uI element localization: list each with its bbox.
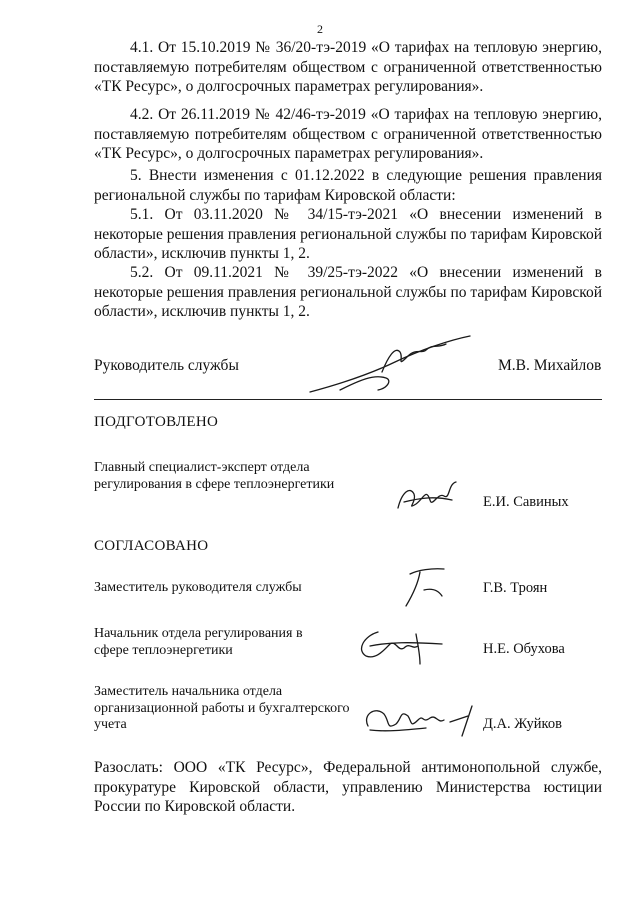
prepared-name: Е.И. Савиных <box>483 494 569 510</box>
prepared-role: Главный специалист-эксперт отдела регулирования в сфере теплоэнергетики <box>94 460 335 492</box>
zhuykov-signature-icon <box>356 696 480 742</box>
agreed-name-1: Г.В. Троян <box>483 580 548 596</box>
head-name: М.В. Михайлов <box>498 357 602 374</box>
agreed-role-3: Заместитель начальника отдела организационной работы и бухгалтерского учета <box>94 684 350 732</box>
page-number: 2 <box>317 22 323 36</box>
paragraph-5-1: 5.1. От 03.11.2020 № 34/15-тэ-2021 «О внесении изменений в некоторые решения правления региональной службы по тарифам Кировской области», исключив пункты 1, 2. <box>94 206 602 263</box>
distribution-list: Разослать: ООО «ТК Ресурс», Федеральной антимонопольной службе, прокуратуре Кировской области, управлению Министерства юстиции России по Кировской области. <box>94 759 602 816</box>
agreed-name-3: Д.А. Жуйков <box>483 716 562 732</box>
prepared-signature-icon <box>390 478 470 520</box>
obukhova-signature-icon <box>350 620 450 670</box>
paragraph-5-2: 5.2. От 09.11.2021 № 39/25-тэ-2022 «О внесении изменений в некоторые решения правления региональной службы по тарифам Кировской области», исключив пункты 1, 2. <box>94 264 602 321</box>
prepared-heading: ПОДГОТОВЛЕНО <box>94 414 219 430</box>
agreed-role-2: Начальник отдела регулирования в сфере теплоэнергетики <box>94 626 303 658</box>
head-title: Руководитель службы <box>94 357 239 374</box>
agreed-heading: СОГЛАСОВАНО <box>94 538 209 554</box>
head-signature-icon <box>300 332 490 400</box>
paragraph-4-1: 4.1. От 15.10.2019 № 36/20-тэ-2019 «О тарифах на тепловую энергию, поставляемую потребителям обществом с ограниченной ответственностью «ТК Ресурс», о долгосрочных параметрах регулирования». <box>94 39 602 96</box>
paragraph-4-2: 4.2. От 26.11.2019 № 42/46-тэ-2019 «О тарифах на тепловую энергию, поставляемую потребителям обществом с ограниченной ответственностью «ТК Ресурс», о долгосрочных параметрах регулирования». <box>94 106 602 163</box>
paragraph-5: 5. Внести изменения с 01.12.2022 в следующие решения правления региональной службы по тарифам Кировской области: <box>94 167 602 204</box>
troyan-signature-icon <box>398 560 458 612</box>
agreed-role-1: Заместитель руководителя службы <box>94 580 302 595</box>
agreed-name-2: Н.Е. Обухова <box>483 641 565 657</box>
separator-line <box>94 399 602 400</box>
